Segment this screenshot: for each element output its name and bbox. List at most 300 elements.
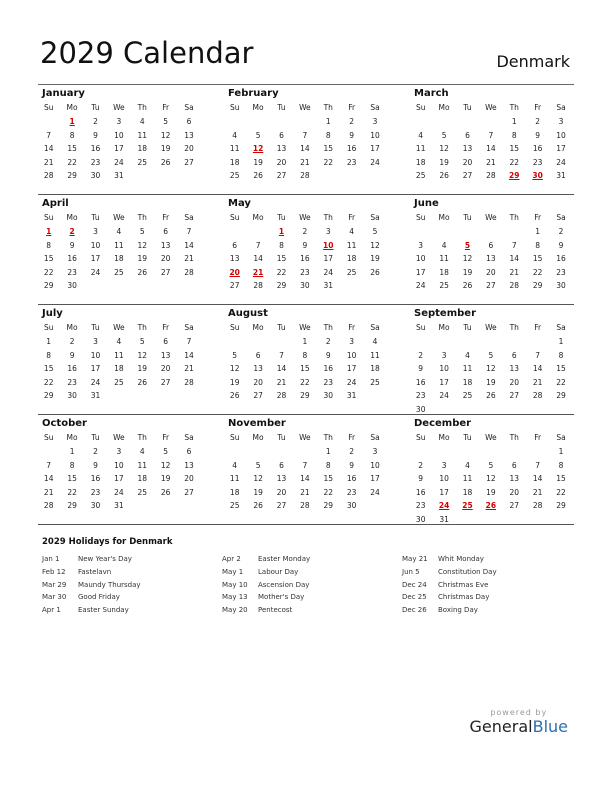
day-cell: 23 <box>346 157 357 167</box>
day-cell: 5 <box>441 130 447 140</box>
day-cell: 6 <box>511 460 517 470</box>
day-cell: 15 <box>67 474 77 484</box>
weekday-label: Su <box>415 103 426 112</box>
day-cell: 18 <box>415 157 426 167</box>
day-cell: 20 <box>184 144 194 154</box>
weekday-label: Mo <box>66 103 78 112</box>
holiday-name: Good Friday <box>78 593 120 602</box>
day-cell: 18 <box>439 267 449 277</box>
brand-name <box>470 717 568 736</box>
weekday-label: We <box>113 103 125 112</box>
day-cell: 28 <box>300 501 310 511</box>
day-cell: 13 <box>229 254 240 264</box>
empty-cell <box>526 335 549 349</box>
day-cell: 4 <box>372 337 378 346</box>
day-cell: 10 <box>90 350 101 360</box>
weekday-label: Tu <box>463 323 472 332</box>
day-cell: 12 <box>486 474 496 484</box>
empty-cell <box>479 335 502 349</box>
day-cell: 22 <box>276 267 287 277</box>
day-cell: 26 <box>370 267 380 277</box>
day-grid <box>223 431 388 513</box>
empty-cell <box>409 225 432 239</box>
day-cell: 5 <box>139 227 145 236</box>
weekday-label: We <box>113 213 125 222</box>
day-cell: 16 <box>67 364 77 374</box>
weekday-label: Fr <box>348 433 356 442</box>
day-cell: 24 <box>346 377 357 387</box>
day-cell: 14 <box>509 254 520 264</box>
day-cell: 23 <box>415 501 426 511</box>
day-cell: 27 <box>253 391 263 401</box>
holiday-date: Mar 30 <box>42 593 67 602</box>
weekday-label: Sa <box>370 213 380 222</box>
holiday-name: Maundy Thursday <box>78 580 141 589</box>
day-cell: 14 <box>532 474 543 484</box>
day-cell: 30 <box>415 404 426 414</box>
weekday-label: Su <box>43 433 54 442</box>
weekday-label: Mo <box>252 323 264 332</box>
day-cell: 10 <box>415 254 426 264</box>
weekday-label: We <box>299 433 311 442</box>
holiday-day-cell: 1 <box>278 227 285 236</box>
holiday-name: Boxing Day <box>438 606 478 615</box>
weekday-label: Mo <box>438 103 450 112</box>
day-cell: 5 <box>372 227 378 236</box>
empty-cell <box>409 115 432 129</box>
month-name: May <box>228 198 251 209</box>
day-cell: 10 <box>439 474 449 484</box>
day-cell: 1 <box>511 117 517 126</box>
day-cell: 18 <box>370 364 380 374</box>
weekday-label: We <box>485 103 497 112</box>
day-cell: 7 <box>46 130 52 140</box>
day-cell: 11 <box>114 240 124 250</box>
day-cell: 21 <box>184 254 194 264</box>
day-cell: 12 <box>486 364 496 374</box>
day-cell: 19 <box>486 487 496 497</box>
day-cell: 29 <box>43 281 54 291</box>
holiday-day-cell: 21 <box>252 267 264 277</box>
day-cell: 14 <box>184 240 194 250</box>
day-cell: 5 <box>488 350 494 360</box>
day-cell: 26 <box>160 157 171 167</box>
day-cell: 12 <box>137 240 148 250</box>
day-cell: 9 <box>349 130 355 140</box>
weekday-label: We <box>485 323 497 332</box>
day-cell: 31 <box>439 514 449 524</box>
day-cell: 17 <box>114 474 124 484</box>
day-cell: 18 <box>114 254 124 264</box>
day-cell: 25 <box>346 267 357 277</box>
day-cell: 14 <box>43 474 54 484</box>
day-cell: 27 <box>276 171 287 181</box>
weekday-label: Sa <box>370 323 380 332</box>
weekday-label: Tu <box>463 103 472 112</box>
holiday-column <box>42 553 222 617</box>
weekday-label: Tu <box>463 213 472 222</box>
day-cell: 24 <box>323 267 334 277</box>
day-cell: 5 <box>255 130 261 140</box>
day-cell: 24 <box>439 391 449 401</box>
day-cell: 23 <box>415 391 426 401</box>
day-cell: 19 <box>229 377 240 387</box>
day-cell: 16 <box>532 144 543 154</box>
month-row <box>38 415 574 525</box>
day-cell: 1 <box>325 117 331 126</box>
country-name: Denmark <box>496 52 570 71</box>
day-cell: 12 <box>253 474 263 484</box>
day-cell: 11 <box>462 364 473 374</box>
day-cell: 22 <box>67 157 77 167</box>
holiday-day-cell: 25 <box>462 501 473 511</box>
day-grid <box>409 321 574 417</box>
holiday-name: New Year's Day <box>78 555 132 563</box>
day-cell: 7 <box>186 337 192 346</box>
day-cell: 4 <box>232 460 238 470</box>
weekday-label: Fr <box>162 213 170 222</box>
day-cell: 22 <box>532 267 543 277</box>
day-cell: 15 <box>323 474 334 484</box>
day-cell: 1 <box>558 337 564 346</box>
month-july <box>38 305 202 414</box>
day-cell: 29 <box>67 171 77 181</box>
day-cell: 15 <box>300 364 310 374</box>
holiday-column <box>402 553 582 617</box>
brand-blue: Blue <box>532 717 568 736</box>
weekday-label: Su <box>229 323 240 332</box>
month-name: June <box>414 198 439 209</box>
day-cell: 3 <box>116 117 122 126</box>
day-cell: 18 <box>137 144 148 154</box>
day-cell: 11 <box>229 144 240 154</box>
empty-cell <box>409 335 432 349</box>
day-cell: 7 <box>488 130 494 140</box>
day-cell: 23 <box>67 377 77 387</box>
weekday-label: Th <box>509 213 519 222</box>
day-cell: 6 <box>511 350 517 360</box>
month-name: December <box>414 418 472 429</box>
day-cell: 21 <box>43 157 54 167</box>
empty-cell <box>432 335 455 349</box>
day-cell: 29 <box>556 391 566 401</box>
day-cell: 6 <box>163 337 169 346</box>
day-cell: 11 <box>114 350 124 360</box>
day-cell: 12 <box>137 350 148 360</box>
day-cell: 16 <box>67 254 77 264</box>
holiday-item <box>222 553 402 566</box>
day-cell: 22 <box>323 487 334 497</box>
empty-cell <box>246 225 269 239</box>
weekday-label: We <box>113 323 125 332</box>
weekday-label: Fr <box>348 103 356 112</box>
holidays-title: 2029 Holidays for Denmark <box>42 537 173 547</box>
day-cell: 26 <box>229 391 240 401</box>
day-cell: 23 <box>323 377 334 387</box>
day-cell: 6 <box>488 240 494 250</box>
day-cell: 24 <box>90 267 101 277</box>
day-cell: 6 <box>279 460 284 470</box>
day-cell: 5 <box>488 460 494 470</box>
day-cell: 24 <box>114 487 124 497</box>
weekday-label: Fr <box>348 323 356 332</box>
day-cell: 24 <box>556 157 566 167</box>
day-cell: 17 <box>114 144 124 154</box>
day-cell: 21 <box>532 377 543 387</box>
day-cell: 14 <box>486 144 496 154</box>
day-cell: 6 <box>279 130 284 140</box>
day-cell: 21 <box>486 157 496 167</box>
day-grid <box>223 211 388 293</box>
day-cell: 15 <box>509 144 520 154</box>
day-cell: 16 <box>90 474 101 484</box>
day-cell: 30 <box>415 514 426 524</box>
day-cell: 22 <box>509 157 520 167</box>
holiday-date: Mar 29 <box>42 580 67 589</box>
day-cell: 17 <box>346 364 357 374</box>
holiday-date: Jan 1 <box>42 555 60 563</box>
weekday-label: Su <box>415 213 426 222</box>
day-cell: 24 <box>114 157 124 167</box>
day-cell: 6 <box>186 117 192 126</box>
day-cell: 4 <box>349 227 355 236</box>
day-cell: 28 <box>43 501 54 511</box>
weekday-label: Mo <box>438 323 450 332</box>
day-cell: 9 <box>69 350 75 360</box>
day-cell: 27 <box>462 171 473 181</box>
day-cell: 16 <box>300 254 310 264</box>
day-cell: 20 <box>486 267 496 277</box>
empty-cell <box>37 445 60 459</box>
day-cell: 8 <box>558 460 564 470</box>
weekday-label: Sa <box>184 213 194 222</box>
day-cell: 23 <box>556 267 566 277</box>
day-cell: 19 <box>160 474 171 484</box>
day-cell: 18 <box>229 157 240 167</box>
day-cell: 2 <box>535 117 541 126</box>
day-cell: 4 <box>116 227 122 236</box>
holiday-item <box>222 591 402 604</box>
day-cell: 13 <box>184 460 194 470</box>
day-cell: 15 <box>556 474 566 484</box>
empty-cell <box>293 115 316 129</box>
day-cell: 15 <box>323 144 334 154</box>
day-cell: 12 <box>160 460 171 470</box>
weekday-label: Sa <box>184 323 194 332</box>
day-cell: 8 <box>46 350 52 360</box>
weekday-label: Tu <box>277 323 286 332</box>
day-cell: 29 <box>67 501 77 511</box>
day-grid <box>37 431 202 513</box>
holiday-date: Apr 1 <box>42 606 61 615</box>
day-cell: 11 <box>370 350 380 360</box>
day-cell: 25 <box>114 267 124 277</box>
day-cell: 27 <box>509 501 520 511</box>
day-cell: 9 <box>558 240 564 250</box>
empty-cell <box>246 115 269 129</box>
weekday-label: Sa <box>556 213 566 222</box>
day-cell: 30 <box>90 171 101 181</box>
day-cell: 15 <box>67 144 77 154</box>
day-cell: 22 <box>300 377 310 387</box>
day-cell: 5 <box>163 447 169 456</box>
holiday-item <box>402 553 582 566</box>
holiday-item <box>42 591 222 604</box>
holiday-day-cell: 26 <box>485 501 497 511</box>
day-cell: 24 <box>415 281 426 291</box>
day-cell: 9 <box>325 350 331 360</box>
holiday-name: Pentecost <box>258 606 293 615</box>
day-cell: 10 <box>346 350 357 360</box>
day-cell: 16 <box>556 254 566 264</box>
holiday-item <box>402 604 582 617</box>
day-cell: 12 <box>462 254 473 264</box>
empty-cell <box>503 445 526 459</box>
day-cell: 31 <box>90 391 101 401</box>
empty-cell <box>456 335 479 349</box>
weekday-label: Th <box>323 433 333 442</box>
day-grid <box>223 101 388 183</box>
day-cell: 25 <box>229 501 240 511</box>
day-cell: 24 <box>370 487 380 497</box>
empty-cell <box>479 225 502 239</box>
day-cell: 23 <box>67 267 77 277</box>
weekday-label: We <box>299 323 311 332</box>
weekday-label: Mo <box>66 433 78 442</box>
weekday-label: Mo <box>438 433 450 442</box>
day-cell: 15 <box>532 254 543 264</box>
weekday-label: Su <box>229 213 240 222</box>
day-cell: 24 <box>90 377 101 387</box>
day-cell: 2 <box>349 447 355 456</box>
day-cell: 8 <box>325 460 331 470</box>
day-cell: 5 <box>232 350 238 360</box>
day-cell: 19 <box>137 364 148 374</box>
day-cell: 3 <box>441 350 447 360</box>
day-cell: 4 <box>139 117 145 126</box>
day-cell: 16 <box>323 364 334 374</box>
weekday-label: Mo <box>66 323 78 332</box>
empty-cell <box>479 115 502 129</box>
day-cell: 26 <box>253 501 263 511</box>
weekday-label: Su <box>229 103 240 112</box>
day-cell: 17 <box>415 267 426 277</box>
weekday-label: We <box>299 103 311 112</box>
holiday-name: Ascension Day <box>258 580 310 589</box>
day-cell: 23 <box>532 157 543 167</box>
day-cell: 25 <box>137 157 148 167</box>
weekday-label: Su <box>43 213 54 222</box>
day-cell: 25 <box>114 377 124 387</box>
day-cell: 17 <box>90 364 101 374</box>
month-name: July <box>42 308 63 319</box>
day-cell: 26 <box>462 281 473 291</box>
day-cell: 17 <box>323 254 334 264</box>
month-march <box>410 85 574 194</box>
day-cell: 26 <box>137 377 148 387</box>
day-cell: 7 <box>46 460 52 470</box>
weekday-label: Th <box>137 433 147 442</box>
day-cell: 27 <box>160 267 171 277</box>
weekday-label: Sa <box>556 103 566 112</box>
brand-logo <box>470 708 568 736</box>
weekday-label: Fr <box>348 213 356 222</box>
month-row <box>38 195 574 305</box>
holiday-columns <box>42 553 582 617</box>
empty-cell <box>456 445 479 459</box>
day-cell: 16 <box>346 144 357 154</box>
day-cell: 21 <box>532 487 543 497</box>
day-cell: 22 <box>43 267 54 277</box>
day-cell: 15 <box>43 254 54 264</box>
day-cell: 20 <box>462 157 473 167</box>
day-cell: 27 <box>184 157 194 167</box>
day-cell: 14 <box>300 144 310 154</box>
day-cell: 2 <box>302 227 308 236</box>
day-cell: 29 <box>532 281 543 291</box>
day-cell: 20 <box>184 474 194 484</box>
empty-cell <box>293 445 316 459</box>
day-cell: 31 <box>323 281 334 291</box>
holiday-name: Christmas Day <box>438 593 490 602</box>
day-cell: 13 <box>276 144 287 154</box>
empty-cell <box>223 115 246 129</box>
weekday-label: Mo <box>66 213 78 222</box>
day-cell: 9 <box>93 460 98 470</box>
empty-cell <box>37 115 60 129</box>
weekday-label: Th <box>323 323 333 332</box>
empty-cell <box>456 115 479 129</box>
weekday-label: Mo <box>252 213 264 222</box>
day-cell: 17 <box>439 377 449 387</box>
empty-cell <box>456 225 479 239</box>
day-cell: 13 <box>509 364 520 374</box>
weekday-label: Tu <box>91 213 100 222</box>
day-cell: 16 <box>346 474 357 484</box>
day-cell: 2 <box>93 117 98 126</box>
weekday-label: We <box>113 433 125 442</box>
day-cell: 14 <box>184 350 194 360</box>
day-cell: 31 <box>346 391 357 401</box>
holiday-item <box>42 579 222 592</box>
day-cell: 28 <box>486 171 496 181</box>
holiday-item <box>222 579 402 592</box>
day-cell: 31 <box>114 501 124 511</box>
day-cell: 12 <box>439 144 449 154</box>
day-cell: 3 <box>116 447 122 456</box>
month-name: January <box>42 88 85 99</box>
holiday-date: May 20 <box>222 606 248 615</box>
day-cell: 8 <box>511 130 517 140</box>
empty-cell <box>223 225 246 239</box>
weekday-label: Th <box>509 323 519 332</box>
day-cell: 19 <box>160 144 171 154</box>
day-cell: 28 <box>184 377 194 387</box>
empty-cell <box>246 445 269 459</box>
weekday-label: Mo <box>438 213 450 222</box>
weekday-label: Mo <box>252 433 264 442</box>
empty-cell <box>432 445 455 459</box>
day-cell: 30 <box>556 281 566 291</box>
day-cell: 8 <box>302 350 308 360</box>
weekday-label: Sa <box>370 103 380 112</box>
weekday-label: We <box>485 433 497 442</box>
day-cell: 2 <box>69 337 75 346</box>
day-cell: 3 <box>372 447 378 456</box>
day-cell: 2 <box>418 460 424 470</box>
weekday-label: Sa <box>184 103 194 112</box>
day-cell: 23 <box>90 487 101 497</box>
